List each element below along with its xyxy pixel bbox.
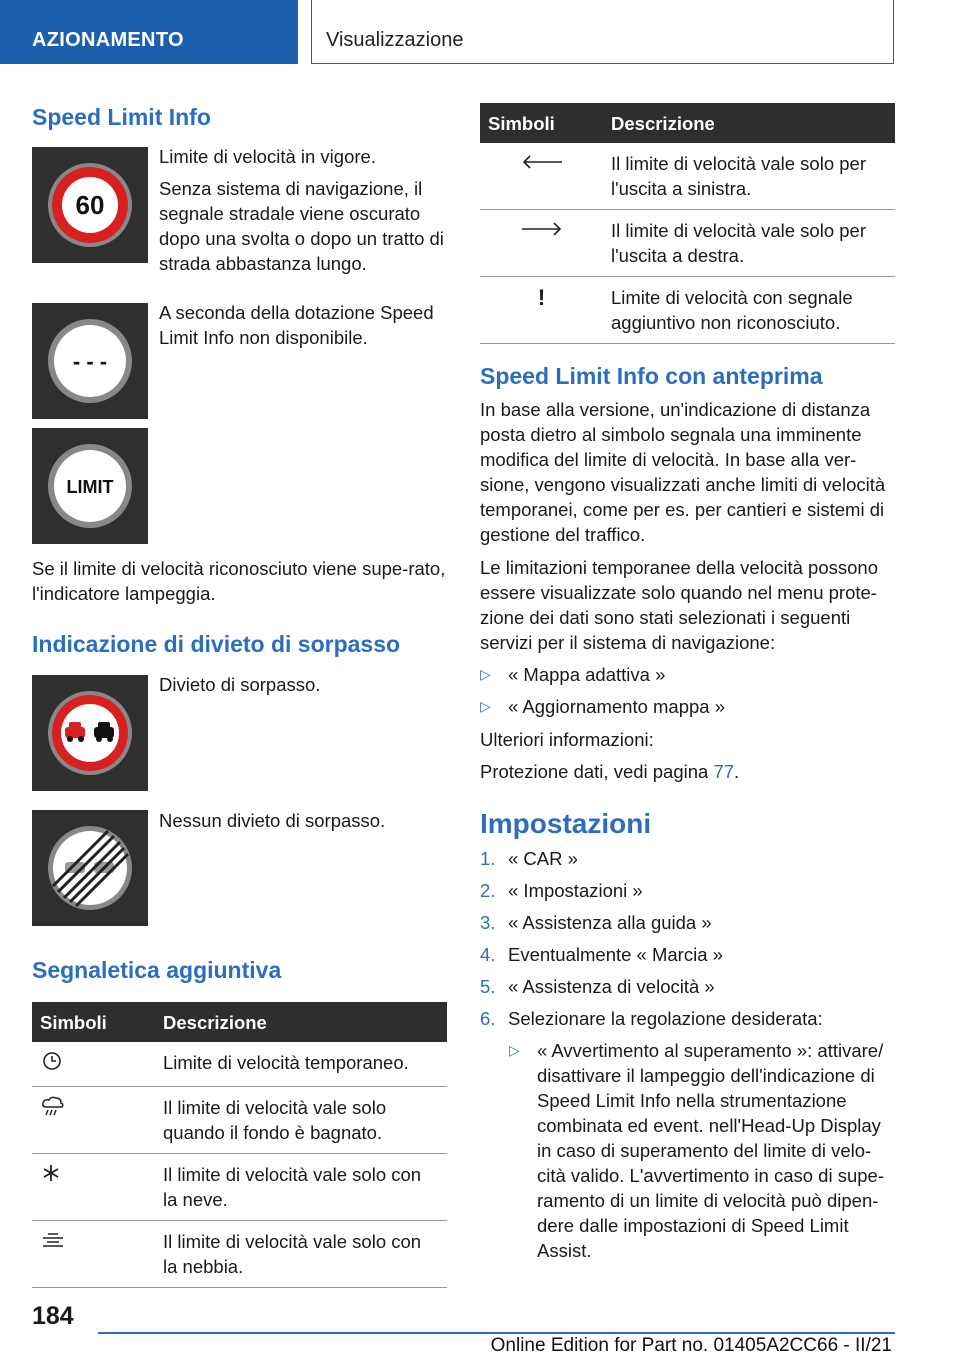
table-header-row xyxy=(32,1002,447,1042)
step-text: « Assistenza di velocità » xyxy=(508,976,715,997)
list-item xyxy=(480,694,898,719)
bullet-marker: ▷ xyxy=(509,1042,520,1058)
col-symbols-header: Simboli xyxy=(32,1002,155,1042)
arrow-right-icon xyxy=(520,218,564,240)
nav-note: Senza sistema di navigazione, il segnale stradale viene oscurato dopo una svolta o dopo un tratto di strada abbastanza lungo. xyxy=(159,178,444,274)
preview-para2: Le limitazioni temporanee della velocità possono essere visualizzate solo quando nel menu prote-zione dei dati sono stati selezionati i seguenti servizi per il sistema di navigazione: xyxy=(480,557,878,653)
footer-divider xyxy=(98,1332,895,1334)
step-text: Eventualmente « Marcia » xyxy=(508,944,723,965)
page-number: 184 xyxy=(32,1302,74,1330)
fog-icon xyxy=(40,1229,66,1251)
preview-para1: In base alla versione, un'indicazione di distanza posta dietro al simbolo segnala una imminente modifica del limite di velocità. In base alla ver-sione, vengono visualizzati anche limiti di velocità temporanei, come per es. per cantieri e sistemi di gestione del traffico. xyxy=(480,399,886,545)
exceed-note: Se il limite di velocità riconosciuto viene supe-rato, l'indicatore lampeggia. xyxy=(32,558,446,604)
ref-text: Protezione dati, vedi pagina xyxy=(480,761,709,782)
heading-additional-signs: Segnaletica aggiuntiva xyxy=(32,957,282,983)
step-number: 5. xyxy=(480,976,496,997)
sign-limit-text: LIMIT xyxy=(66,477,114,497)
direction-signs-table xyxy=(480,103,895,344)
step-text: « CAR » xyxy=(508,848,578,869)
heading-no-passing: Indicazione di divieto di sorpasso xyxy=(32,631,401,657)
sign-60-text: 60 xyxy=(75,190,105,220)
step-number: 2. xyxy=(480,880,496,901)
step-number: 6. xyxy=(480,1008,496,1029)
col-description-header: Descrizione xyxy=(155,1002,447,1042)
end-no-passing-sign-image xyxy=(32,810,148,926)
col-description-header: Descrizione xyxy=(603,103,895,143)
snowflake-icon xyxy=(40,1162,62,1184)
table-header-row xyxy=(480,103,895,143)
settings-steps xyxy=(480,846,898,1036)
no-passing-caption: Divieto di sorpasso. xyxy=(159,674,321,695)
table-row xyxy=(32,1154,447,1221)
table-row xyxy=(480,277,895,344)
table-row xyxy=(32,1221,447,1288)
row-text: Il limite di velocità vale solo per l'uscita a sinistra. xyxy=(603,143,895,210)
step-text: « Impostazioni » xyxy=(508,880,643,901)
additional-signs-table xyxy=(32,1002,447,1288)
table-row xyxy=(32,1087,447,1154)
exclamation-icon: ! xyxy=(480,277,603,344)
chapter-tab xyxy=(0,0,298,64)
list-item xyxy=(480,662,898,687)
row-text: Limite di velocità con segnale aggiuntivo non riconosciuto. xyxy=(603,277,895,344)
row-text: Il limite di velocità vale solo quando il fondo è bagnato. xyxy=(155,1087,447,1154)
table-row xyxy=(480,143,895,210)
bullet-marker: ▷ xyxy=(480,698,491,714)
ref-end: . xyxy=(734,761,740,782)
unavailable-caption: A seconda della dotazione Speed Limit Info non disponibile. xyxy=(159,302,434,348)
row-text: Il limite di velocità vale solo con la neve. xyxy=(155,1154,447,1221)
limit-sign-image xyxy=(32,428,148,544)
edition-text: Online Edition for Part no. 01405A2CC66 - II/21 xyxy=(490,1335,892,1356)
no-passing-sign-image xyxy=(32,675,148,791)
bullet-text: « Aggiornamento mappa » xyxy=(508,696,726,717)
step-number: 1. xyxy=(480,848,496,869)
section-title: Visualizzazione xyxy=(326,29,464,51)
step-number: 3. xyxy=(480,912,496,933)
speed-60-sign-image xyxy=(32,147,148,263)
heading-settings: Impostazioni xyxy=(480,808,652,839)
section-tab xyxy=(311,0,894,64)
row-text: Il limite di velocità vale solo con la nebbia. xyxy=(155,1221,447,1288)
step-text: « Assistenza alla guida » xyxy=(508,912,712,933)
bullet-marker: ▷ xyxy=(480,666,491,682)
sign-dashes-text: - - - xyxy=(72,349,108,374)
end-no-passing-caption: Nessun divieto di sorpasso. xyxy=(159,810,386,831)
rain-icon xyxy=(40,1095,66,1117)
row-text: Limite di velocità temporaneo. xyxy=(155,1042,447,1087)
bullet-text: « Mappa adattiva » xyxy=(508,664,666,685)
col-symbols-header: Simboli xyxy=(480,103,603,143)
list-item xyxy=(509,1038,897,1268)
more-info: Ulteriori informazioni: xyxy=(480,729,654,750)
sub-bullet-text: « Avvertimento al superamento »: attivare/ disattivare il lampeggio dell'indicazione di Speed Limit Info nella strumentazione combinata ed event. nell'Head-Up Display in caso di superamento del limite di velo-cità valido. L'avvertimento in caso di supe-ramento di un limite di velocità può dipen-dere dalle impostazioni di Speed Limit Assist. xyxy=(537,1040,884,1261)
step-text: Selezionare la regolazione desiderata: xyxy=(508,1008,823,1029)
data-protection-ref xyxy=(480,759,898,784)
row-text: Il limite di velocità vale solo per l'uscita a destra. xyxy=(603,210,895,277)
heading-preview: Speed Limit Info con anteprima xyxy=(480,363,823,389)
chapter-title: AZIONAMENTO xyxy=(32,29,184,51)
heading-speed-limit-info: Speed Limit Info xyxy=(32,104,211,130)
clock-icon xyxy=(40,1050,64,1072)
page-link[interactable]: 77 xyxy=(713,761,735,782)
table-row xyxy=(32,1042,447,1087)
sign60-caption: Limite di velocità in vigore. xyxy=(159,146,376,167)
unavailable-sign-image xyxy=(32,303,148,419)
arrow-left-icon xyxy=(520,151,564,173)
step-number: 4. xyxy=(480,944,496,965)
table-row xyxy=(480,210,895,277)
